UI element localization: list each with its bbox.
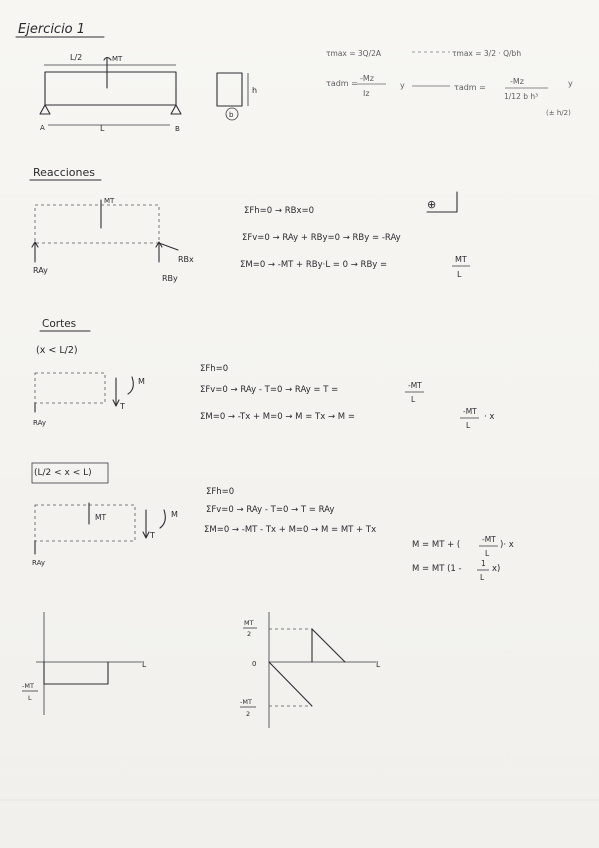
moment-line-first-half	[269, 662, 312, 706]
exercise-title: Ejercicio 1	[18, 22, 86, 37]
cut2-segment	[35, 505, 135, 541]
moment-neg-num: -MT	[240, 698, 252, 706]
cut1-eq-m-num: -MT	[463, 407, 477, 416]
ray-label: RAy	[33, 266, 48, 275]
cut2-m-label: M	[171, 510, 178, 519]
reactions-equations	[240, 192, 470, 279]
cut2-t-label: T	[150, 531, 155, 540]
support-a-label: A	[40, 124, 45, 132]
sign-convention-icon: ⊕	[427, 198, 437, 211]
cut2-eq-v: ΣFv=0 → RAy - T=0 → T = RAy	[206, 505, 335, 515]
cut2-range: (L/2 < x < L)	[34, 468, 92, 478]
width-label: b	[229, 111, 234, 119]
cut2-eq5-b: x)	[492, 564, 501, 574]
reactions-eq-m-den: L	[457, 270, 462, 279]
cut2-mt-label: MT	[95, 513, 107, 522]
reactions-moment-label: MT	[104, 197, 115, 205]
sigma-y: y	[400, 81, 405, 90]
sigma2-label: τadm =	[454, 83, 486, 92]
moment-zero: 0	[252, 660, 257, 668]
cut1-eq-v-den: L	[411, 395, 416, 404]
reactions-eq-v: ΣFv=0 → RAy + RBy=0 → RBy = -RAy	[242, 233, 401, 243]
cut1-t-label: T	[120, 402, 125, 411]
half-span-label: L/2	[70, 53, 83, 62]
reactions-fbd	[32, 197, 194, 283]
moment-pos-den: 2	[247, 630, 252, 638]
sigma-label: τadm =	[326, 79, 358, 88]
cut2-eq-m: ΣM=0 → -MT - Tx + M=0 → M = MT + Tx	[204, 525, 377, 535]
moment-pos-num: MT	[244, 619, 254, 627]
tau-max-left: τmax = 3Q/2A	[326, 49, 382, 58]
cut1-eq-h: ΣFh=0	[200, 364, 229, 374]
reactions-eq-m: ΣM=0 → -MT + RBy·L = 0 → RBy =	[240, 260, 388, 270]
beam-sketch	[40, 53, 257, 133]
tau-max-right: τmax = 3/2 · Q/bh	[452, 49, 522, 58]
cut2-eq-h: ΣFh=0	[206, 487, 235, 497]
shear-neg-den: L	[28, 694, 32, 702]
cut1-segment	[35, 373, 105, 403]
cuts-heading: Cortes	[42, 318, 77, 330]
cut1-moment-arrow	[128, 377, 133, 394]
cut2-eq5-den: L	[480, 573, 485, 582]
cut1-eq-v-num: -MT	[408, 381, 422, 390]
shear-diagram	[22, 612, 147, 715]
reactions-eq-h: ΣFh=0 → RBx=0	[244, 206, 315, 216]
shear-line	[44, 662, 108, 684]
support-a-icon	[40, 105, 50, 114]
cut2-eq4-den: L	[485, 549, 490, 558]
moment-neg-den: 2	[246, 710, 251, 718]
reactions-eq-m-num: MT	[455, 255, 467, 264]
moment-line-second-half	[312, 629, 345, 662]
sigma2-y: y	[568, 79, 573, 88]
cut1-ray-label: RAy	[33, 419, 47, 427]
cut2-eq5-a: M = MT (1 -	[412, 564, 462, 574]
reactions-beam	[35, 205, 159, 243]
sigma2-range: (± h/2)	[546, 109, 571, 117]
shear-neg-num: -MT	[22, 682, 34, 690]
cut1-equations	[200, 364, 494, 430]
height-label: h	[252, 86, 258, 95]
cut2-eq5-num: 1	[481, 559, 486, 568]
reactions-heading: Reacciones	[33, 166, 96, 179]
span-label: L	[100, 124, 105, 133]
cross-section	[217, 73, 242, 106]
rby-label: RBy	[162, 274, 178, 283]
cut1-range: (x < L/2)	[36, 345, 78, 356]
cut2-eq4-a: M = MT + (	[412, 540, 461, 550]
cut2-moment-arrow	[160, 510, 165, 528]
sigma-num: -Mz	[360, 74, 374, 83]
cut1-fbd	[33, 373, 145, 427]
cut2-equations	[204, 487, 514, 582]
cut1-eq-m-den: L	[466, 421, 471, 430]
sigma2-den: 1/12 b h³	[504, 92, 539, 101]
support-b-label: B	[175, 125, 180, 133]
cut1-eq-m-tail: · x	[484, 412, 495, 422]
beam-body	[45, 72, 176, 105]
cut2-eq4-num: -MT	[482, 535, 496, 544]
sigma2-num: -Mz	[510, 77, 524, 86]
support-b-icon	[171, 105, 181, 114]
cut1-eq-v: ΣFv=0 → RAy - T=0 → RAy = T =	[200, 385, 339, 395]
cut1-m-label: M	[138, 377, 145, 386]
cut1-eq-m: ΣM=0 → -Tx + M=0 → M = Tx → M =	[200, 412, 355, 422]
moment-diagram	[240, 612, 381, 728]
cut2-eq4-b: )· x	[500, 540, 514, 550]
stress-formulas	[326, 49, 573, 117]
moment-label: MT	[112, 55, 123, 63]
moment-axis-l: L	[376, 660, 381, 669]
sigma-den: Iz	[363, 89, 370, 98]
shear-axis-l: L	[142, 660, 147, 669]
cut2-fbd	[32, 503, 178, 567]
rbx-label: RBx	[178, 255, 194, 264]
cut2-ray-label: RAy	[32, 559, 46, 567]
